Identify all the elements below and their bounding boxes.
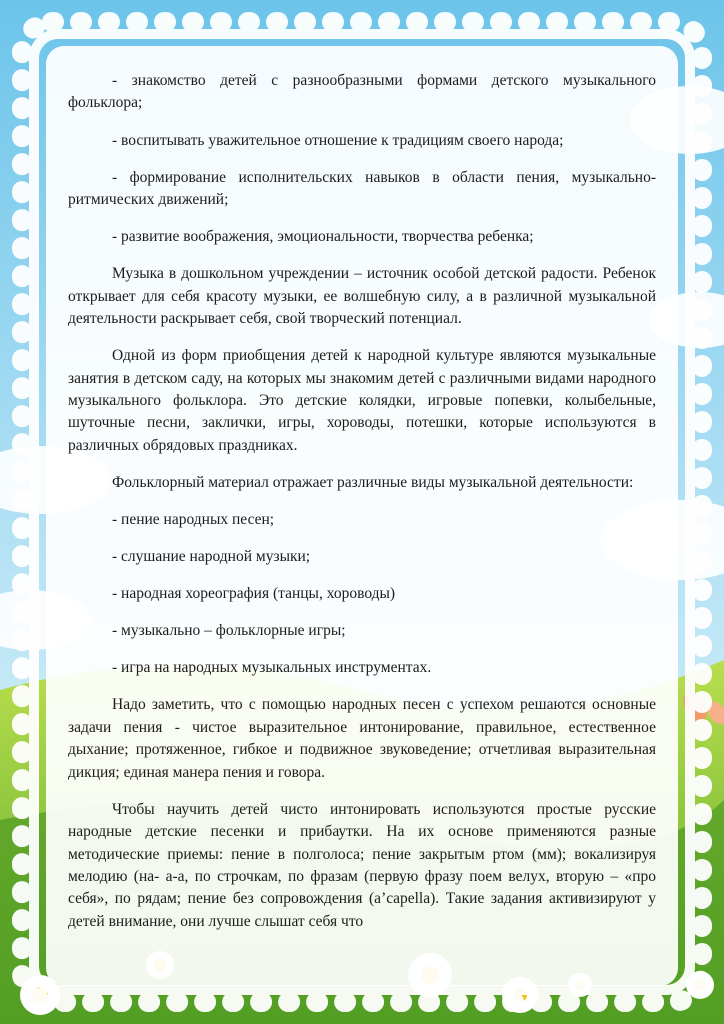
- paragraph-bullet-singing: - пение народных песен;: [112, 510, 275, 528]
- paragraph-singing-tasks: Надо заметить, что с помощью народных песен с успехом решаются основные задачи пения - чистое выразительное интонирование, правильное, естественное дыхание; протяженное, гибкое и подвижное звуковедение; отчетливая выразительная дикция; единая манера пения и говора.: [68, 696, 656, 781]
- paragraph-folklore-material: Фольклорный материал отражает различные виды музыкальной деятельности:: [112, 473, 634, 491]
- document-body: [68, 70, 656, 954]
- paragraph-bullet-choreography: - народная хореография (танцы, хороводы): [112, 585, 396, 603]
- paragraph-bullet-respect-traditions: - воспитывать уважительное отношение к традициям своего народа;: [112, 131, 564, 149]
- paragraph-bullet-folklore-forms: - знакомство детей с разнообразными формами детского музыкального фольклора;: [68, 72, 656, 112]
- paragraph-music-joy: Музыка в дошкольном учреждении – источник особой детской радости. Ребенок открывает для себя красоту музыки, ее волшебную силу, а в различной музыкальной деятельности раскрывает себя, свой творческий потенциал.: [68, 265, 656, 327]
- paragraph-folk-culture: Одной из форм приобщения детей к народной культуре являются музыкальные занятия в детском саду, на которых мы знакомим детей с различными видами народного музыкального фольклора. Это детские колядки, игровые попевки, колыбельные, шуточные песни, заклички, игры, хороводы, потешки, которые используются в различных обрядовых праздниках.: [68, 347, 656, 454]
- paragraph-bullet-games: - музыкально – фольклорные игры;: [112, 622, 346, 640]
- paragraph-bullet-instruments: - игра на народных музыкальных инструментах.: [112, 659, 432, 677]
- paragraph-bullet-performance-skills: - формирование исполнительских навыков в области пения, музыкально-ритмических движений;: [68, 168, 656, 208]
- paragraph-intonation-methods: Чтобы научить детей чисто интонировать используются простые русские народные детские песенки и прибаутки. На их основе применяются разные методические приемы: пение в полголоса; пение закрытым ртом (мм); вокализируя мелодию (на- а-а, по строчкам, по фразам (первую фразу поем велух, вторую – «про себя», по рядам; пение без сопровождения (а’capella). Такие задания активизируют у детей внимание, они лучше слышат себя что: [68, 800, 656, 930]
- paragraph-bullet-listening: - слушание народной музыки;: [112, 548, 311, 565]
- paragraph-bullet-imagination: - развитие воображения, эмоциональности, творчества ребенка;: [112, 228, 534, 246]
